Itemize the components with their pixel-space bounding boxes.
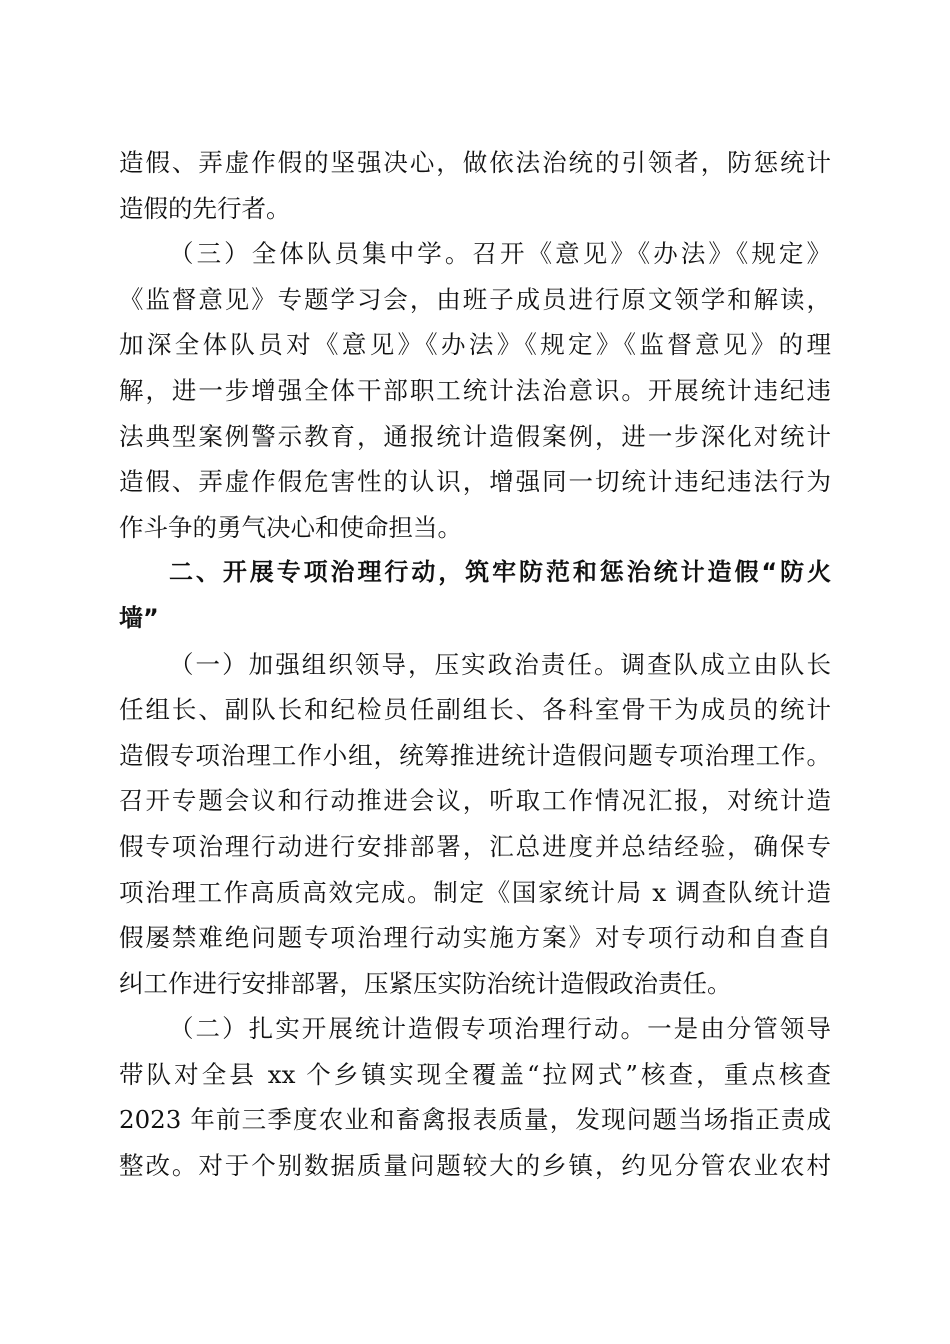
text-line: 2023 年前三季度农业和畜禽报表质量，发现问题当场指正责成 bbox=[119, 1105, 831, 1135]
text-line: 造假、弄虚作假危害性的认识，增强同一切统计违纪违法行为 bbox=[119, 467, 831, 497]
paragraph-start-line: （三）全体队员集中学。召开《意见》《办法》《规定》 bbox=[169, 239, 831, 269]
text-line: 任组长、副队长和纪检员任副组长、各科室骨干为成员的统计 bbox=[119, 695, 831, 725]
paragraph-start-line: （二）扎实开展统计造假专项治理行动。一是由分管领导 bbox=[169, 1014, 831, 1044]
text-line: 造假专项治理工作小组，统筹推进统计造假问题专项治理工作。 bbox=[119, 740, 831, 770]
text-line: 假专项治理行动进行安排部署，汇总进度并总结经验，确保专 bbox=[119, 831, 831, 861]
text-line: 作斗争的勇气决心和使命担当。 bbox=[119, 512, 462, 542]
text-line: 造假的先行者。 bbox=[119, 193, 291, 223]
text-line: 整改。对于个别数据质量问题较大的乡镇，约见分管农业农村 bbox=[119, 1151, 831, 1181]
text-line: 假屡禁难绝问题专项治理行动实施方案》对专项行动和自查自 bbox=[119, 923, 831, 953]
text-line: 纠工作进行安排部署，压紧压实防治统计造假政治责任。 bbox=[119, 968, 732, 998]
text-line: 召开专题会议和行动推进会议，听取工作情况汇报，对统计造 bbox=[119, 786, 831, 816]
text-line: 法典型案例警示教育，通报统计造假案例，进一步深化对统计 bbox=[119, 421, 831, 451]
paragraph-start-line: （一）加强组织领导，压实政治责任。调查队成立由队长 bbox=[169, 649, 831, 679]
text-line: 《监督意见》专题学习会，由班子成员进行原文领学和解读， bbox=[119, 284, 831, 314]
text-line: 项治理工作高质高效完成。制定《国家统计局 x 调查队统计造 bbox=[119, 877, 831, 907]
text-line: 加深全体队员对《意见》《办法》《规定》《监督意见》的理 bbox=[119, 330, 831, 360]
text-line: 带队对全县 xx 个乡镇实现全覆盖“拉网式”核查，重点核查 bbox=[119, 1059, 831, 1089]
text-line: 造假、弄虚作假的坚强决心，做依法治统的引领者，防惩统计 bbox=[119, 148, 831, 177]
text-line: 解，进一步增强全体干部职工统计法治意识。开展统计违纪违 bbox=[119, 375, 831, 405]
section-heading-line: 墙” bbox=[119, 603, 159, 632]
section-heading-line: 二、开展专项治理行动，筑牢防范和惩治统计造假“防火 bbox=[169, 558, 831, 587]
document-body bbox=[119, 140, 831, 1189]
